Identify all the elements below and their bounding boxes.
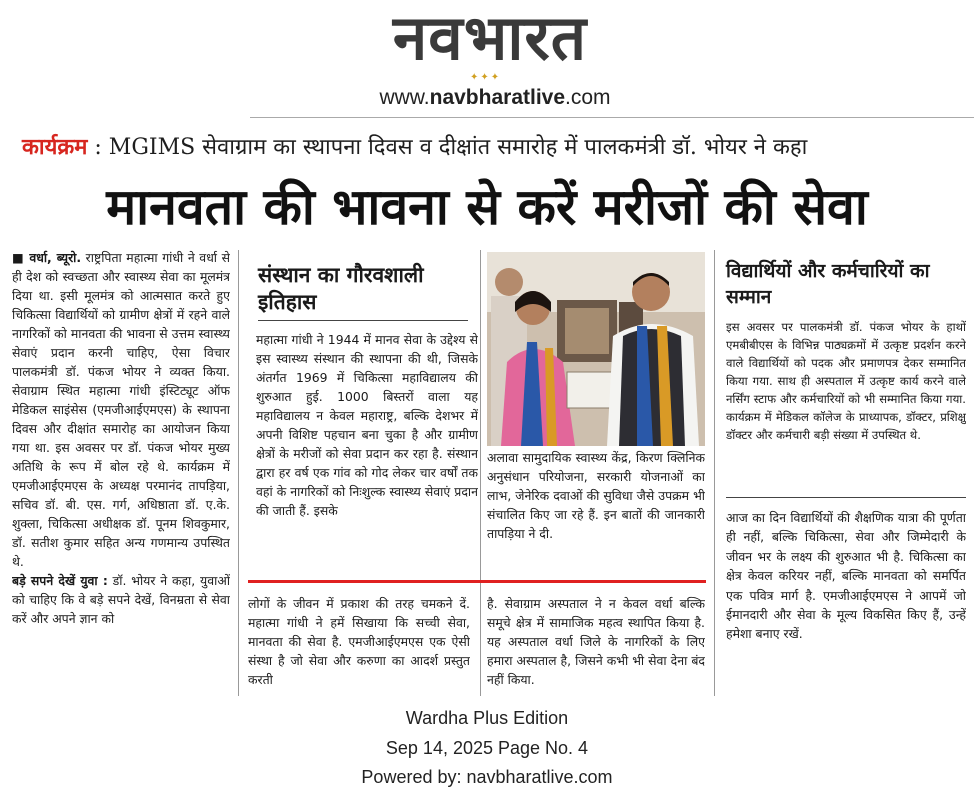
edition-label: Wardha Plus Edition (405, 708, 569, 728)
kicker-line (22, 131, 962, 164)
subhead-youth: बड़े सपने देखें युवा : (12, 573, 108, 588)
headline: मानवता की भावना से करें मरीजों की सेवा (106, 178, 868, 236)
website-bold: navbharatlive (429, 86, 566, 109)
column-2 (256, 330, 478, 576)
column-4-text: इस अवसर पर पालकमंत्री डॉ. पंकज भोयर के हाथों एमबीबीएस के विभिन्न पाठ्यक्रमों में उत्कृष्ट प्रदर्शन करने वाले विद्यार्थियों को पदक और प्रमाणपत्र देकर सम्मानित किया गया. साथ ही अस्पताल में उत्कृष्ट कार्य करने वाले नर्सिंग स्टाफ और कर्मचारियों को भी सम्मानित किया गया. कार्यक्रम में मेडिकल कॉलेज के प्राध्यापक, डॉक्टर, प्रशिक्षु डॉक्टर और कर्मचारी बड़ी संख्या में उपस्थित थे. (726, 320, 966, 442)
newspaper-logo: नवभारत (392, 1, 588, 74)
website-prefix: www. (379, 86, 430, 109)
section-heading-honour: विद्यार्थियों और कर्मचारियों का सम्मान (726, 260, 930, 308)
column-1 (12, 248, 230, 694)
masthead-divider (250, 117, 974, 118)
column-4-bottom-text: आज का दिन विद्यार्थियों की शैक्षणिक यात्रा की पूर्णता ही नहीं, बल्कि चिकित्सा, सेवा और जिम्मेदारी के जीवन भर के लक्ष्य की शुरुआत भी है. चिकित्सा का क्षेत्र केवल करियर नहीं, बल्कि मानवता को समर्पित एक पवित्र मार्ग है. एमजीआईएमएस ने आपमें जो ईमानदारी और सेवा के मूल्य विकसित किए हैं, उन्हें हमेशा बनाए रखें. (726, 510, 966, 642)
column-3 (487, 448, 705, 578)
website-suffix: .com (565, 86, 611, 109)
news-photo (487, 252, 705, 446)
column-divider (238, 250, 239, 696)
column-3-bottom-text: है. सेवाग्राम अस्पताल ने न केवल वर्धा बल्कि समूचे क्षेत्र में सामाजिक महत्व स्थापित किया है. यह अस्पताल वर्धा जिले के नागरिकों के लिए हमारा अस्पताल है, जिसने कभी भी सेवा देना बंद नहीं किया. (487, 596, 705, 687)
dateline: ■ वर्धा, ब्यूरो. (12, 250, 82, 265)
ceremony-photo-illustration (487, 252, 705, 446)
kicker-label: कार्यक्रम (22, 134, 88, 160)
date-page-label: Sep 14, 2025 Page No. 4 (385, 738, 589, 758)
kicker-text: : MGIMS सेवाग्राम का स्थापना दिवस व दीक्षांत समारोह में पालकमंत्री डॉ. भोयर ने कहा (87, 135, 808, 160)
logo-stars-icon: ✦✦✦ (470, 72, 502, 83)
column-divider (714, 250, 715, 696)
column-4 (726, 318, 966, 494)
column-divider (480, 250, 481, 696)
column-4-divider (726, 497, 966, 498)
subhead-youth-text: डॉ. भोयर ने कहा, युवाओं को चाहिए कि वे बड़े सपने देखें, विनम्रता से सेवा करें और अपने ज्ञान को (12, 573, 230, 626)
column-4-bottom (726, 508, 966, 698)
column-1-text: राष्ट्रपिता महात्मा गांधी ने वर्धा से ही देश को स्वच्छता और स्वास्थ्य सेवा का मूलमंत्र दिया था. इसी मूलमंत्र को आत्मसात करते हुए चिकित्सा विद्यार्थियों को ग्रामीण क्षेत्रों में रहने वाले नागरिकों को मानवता की भावना से उत्तम स्वास्थ्य सेवाएं प्रदान करनी चाहिए, ऐसा विचार पालकमंत्री डॉ. पंकज भोयर ने व्यक्त किया. सेवाग्राम स्थित महात्मा गांधी इंस्टिट्यूट ऑफ मेडिकल साइंसेस (एमजीआईएमएस) के स्थापना दिवस और दीक्षांत समारोह का आयोजन किया गया था. इस अवसर पर डॉ. पंकज भोयर मुख्य अतिथि के रूप में बोल रहे थे. कार्यक्रम में एमजीआईएमएस के अध्यक्ष परमानंद तापड़िया, सचिव डॉ. बी. एस. गर्ग, अधिष्ठाता डॉ. ए.के. शुक्ला, चिकित्सा अधीक्षक डॉ. पूनम शिवकुमार, डॉ. सतीश कुमार सहित अन्य गणमान्य उपस्थित थे. (12, 250, 230, 569)
section-heading-history: संस्थान का गौरवशाली इतिहास (258, 263, 424, 314)
column-3-bottom (487, 594, 705, 696)
column-2-bottom (248, 594, 470, 696)
column-2-bottom-text: लोगों के जीवन में प्रकाश की तरह चमकने दें. महात्मा गांधी ने हमें सिखाया कि सच्ची सेवा, मानवता की सेवा है. एमजीआईएमएस एक ऐसी संस्था है जो सेवा और करुणा का आदर्श प्रस्तुत करती (248, 596, 470, 687)
powered-by-label[interactable]: Powered by: navbharatlive.com (361, 767, 613, 787)
masthead (0, 0, 974, 125)
website-url[interactable] (345, 86, 645, 110)
column-2-text: महात्मा गांधी ने 1944 में मानव सेवा के उद्देश्य से इस स्वास्थ्य संस्थान की स्थापना की थी, जिसके अंतर्गत 1969 में चिकित्सा महाविद्यालय की शुरुआत हुई. 1000 बिस्तरों वाला यह महाविद्यालय न केवल महाराष्ट्र, बल्कि देशभर में अपनी विशिष्ट पहचान बना चुका है और ग्रामीण क्षेत्रों के मरीजों को सेवा प्रदान कर रहा है. संस्थान द्वारा हर वर्ष एक गांव को गोद लेकर चार वर्षों तक वहां के नागरिकों को निःशुल्क स्वास्थ्य सेवाएं प्रदान की जाती हैं. इसके (256, 332, 478, 518)
column-3-text: अलावा सामुदायिक स्वास्थ्य केंद्र, किरण क्लिनिक अनुसंधान परियोजना, सरकारी योजनाओं का लाभ, जेनेरिक दवाओं की सुविधा जैसे उपक्रम भी संचालित किए जा रहे हैं. इन बातों की जानकारी तापड़िया ने दी. (487, 450, 705, 541)
heading-underline (258, 320, 468, 321)
red-divider (248, 580, 706, 583)
